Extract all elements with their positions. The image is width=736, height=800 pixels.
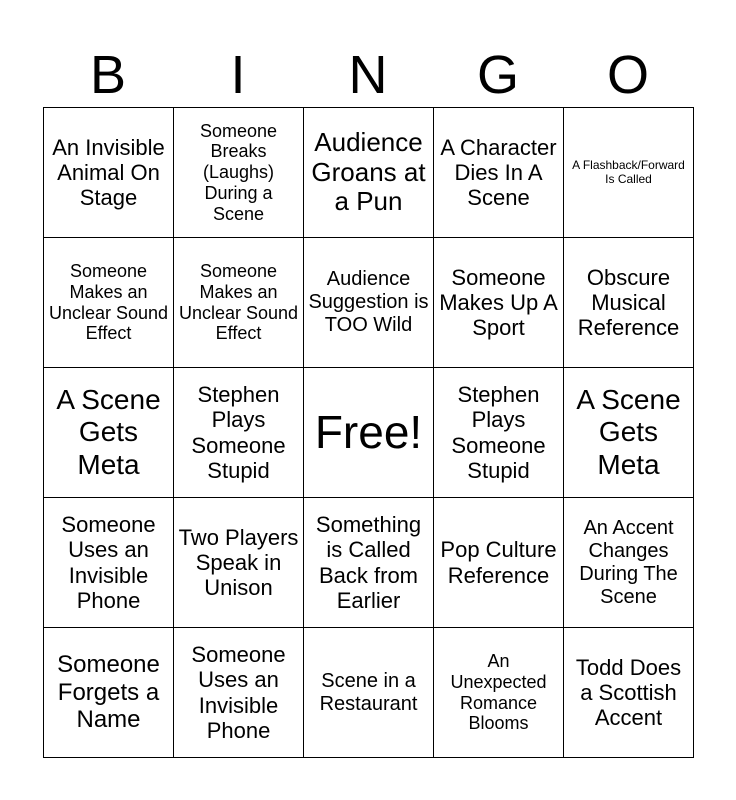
bingo-cell[interactable] <box>304 108 434 238</box>
cell-text: Stephen Plays Someone Stupid <box>451 381 546 483</box>
bingo-cell[interactable] <box>304 628 434 758</box>
cell-text: Stephen Plays Someone Stupid <box>191 381 286 483</box>
bingo-cell[interactable] <box>564 628 694 758</box>
bingo-cell[interactable] <box>44 108 174 238</box>
cell-text: Obscure Musical Reference <box>577 264 680 341</box>
bingo-cell[interactable] <box>564 238 694 368</box>
bingo-cell[interactable] <box>304 238 434 368</box>
bingo-cell[interactable] <box>304 498 434 628</box>
bingo-cell[interactable] <box>564 498 694 628</box>
cell-text: Audience Suggestion is TOO Wild <box>308 268 429 336</box>
bingo-cell[interactable] <box>44 238 174 368</box>
bingo-cell[interactable] <box>174 628 304 758</box>
bingo-cell[interactable] <box>434 368 564 498</box>
bingo-cell[interactable] <box>44 498 174 628</box>
free-space-cell[interactable] <box>304 368 434 498</box>
cell-text: Someone Makes an Unclear Sound Effect <box>48 261 169 344</box>
cell-text: Something is Called Back from Earlier <box>315 511 422 613</box>
cell-text: An Unexpected Romance Blooms <box>450 651 547 734</box>
bingo-cell[interactable] <box>44 628 174 758</box>
header-letter-b: B <box>89 45 127 105</box>
bingo-cell[interactable] <box>174 498 304 628</box>
free-space-text: Free! <box>314 406 423 459</box>
bingo-cell[interactable] <box>174 368 304 498</box>
bingo-cell[interactable] <box>174 238 304 368</box>
cell-text: Someone Breaks (Laughs) During a Scene <box>199 120 278 224</box>
cell-text: Someone Makes an Unclear Sound Effect <box>178 261 299 344</box>
bingo-cell[interactable] <box>44 368 174 498</box>
bingo-cell[interactable] <box>434 108 564 238</box>
bingo-cell[interactable] <box>564 108 694 238</box>
bingo-cell[interactable] <box>174 108 304 238</box>
header-letter-g: G <box>476 45 519 105</box>
bingo-cell[interactable] <box>564 368 694 498</box>
cell-text: A Scene Gets Meta <box>576 384 681 480</box>
bingo-board <box>43 107 694 758</box>
cell-text: An Accent Changes During The Scene <box>579 516 678 608</box>
header-letter-n: N <box>348 45 388 105</box>
cell-text: Two Players Speak in Unison <box>178 524 299 601</box>
bingo-cell[interactable] <box>434 628 564 758</box>
header-letter-o: O <box>606 45 649 105</box>
header-letter-i: I <box>230 45 246 105</box>
cell-text: Someone Uses an Invisible Phone <box>191 641 286 743</box>
cell-text: A Scene Gets Meta <box>56 384 161 480</box>
cell-text: Todd Does a Scottish Accent <box>575 654 682 731</box>
bingo-cell[interactable] <box>434 498 564 628</box>
cell-text: A Flashback/Forward Is Called <box>572 157 685 186</box>
bingo-cell[interactable] <box>434 238 564 368</box>
cell-text: Someone Forgets a Name <box>57 651 160 734</box>
cell-text: Scene in a Restaurant <box>319 669 418 715</box>
cell-text: An Invisible Animal On Stage <box>52 134 165 211</box>
cell-text: Audience Groans at a Pun <box>311 126 426 217</box>
cell-text: Someone Makes Up A Sport <box>439 264 558 341</box>
cell-text: A Character Dies In A Scene <box>440 134 557 211</box>
bingo-header <box>43 42 693 108</box>
cell-text: Someone Uses an Invisible Phone <box>61 511 156 613</box>
cell-text: Pop Culture Reference <box>440 537 557 588</box>
